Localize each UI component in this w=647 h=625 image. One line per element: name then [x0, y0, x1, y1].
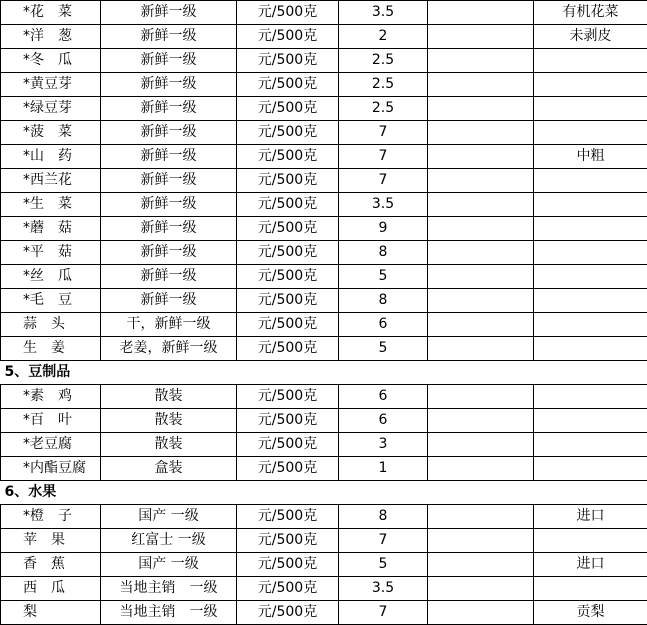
table-row [1, 385, 647, 409]
blank-cell [428, 73, 534, 97]
grade-cell: 新鲜一级 [101, 1, 237, 25]
table-row [1, 529, 647, 553]
unit-cell: 元/500克 [237, 169, 339, 193]
blank-cell [428, 505, 534, 529]
item-name-cell: *老豆腐 [1, 433, 101, 457]
note-cell: 未剥皮 [534, 25, 647, 49]
grade-cell: 新鲜一级 [101, 217, 237, 241]
blank-cell [428, 577, 534, 601]
unit-cell: 元/500克 [237, 553, 339, 577]
blank-cell [428, 169, 534, 193]
unit-cell: 元/500克 [237, 577, 339, 601]
blank-cell [428, 1, 534, 25]
table-row [1, 217, 647, 241]
table-row [1, 97, 647, 121]
item-name-cell: *毛 豆 [1, 289, 101, 313]
blank-cell [428, 265, 534, 289]
table-row [1, 313, 647, 337]
grade-cell: 新鲜一级 [101, 241, 237, 265]
table-row [1, 433, 647, 457]
note-cell: 进口 [534, 553, 647, 577]
table-row [1, 601, 647, 625]
unit-cell: 元/500克 [237, 265, 339, 289]
item-name-cell: *山 药 [1, 145, 101, 169]
price-cell: 6 [339, 385, 428, 409]
table-row [1, 241, 647, 265]
unit-cell: 元/500克 [237, 337, 339, 361]
note-cell [534, 73, 647, 97]
note-cell [534, 457, 647, 481]
grade-cell: 新鲜一级 [101, 49, 237, 73]
table-row [1, 577, 647, 601]
blank-cell [428, 601, 534, 625]
unit-cell: 元/500克 [237, 1, 339, 25]
item-name-cell: 苹 果 [1, 529, 101, 553]
price-cell: 6 [339, 313, 428, 337]
blank-cell [428, 97, 534, 121]
price-cell: 9 [339, 217, 428, 241]
item-name-cell: *蘑 菇 [1, 217, 101, 241]
unit-cell: 元/500克 [237, 409, 339, 433]
section-header-row [1, 481, 647, 505]
item-name-cell: *百 叶 [1, 409, 101, 433]
note-cell [534, 217, 647, 241]
price-cell: 3.5 [339, 577, 428, 601]
grade-cell: 新鲜一级 [101, 25, 237, 49]
item-name-cell: *生 菜 [1, 193, 101, 217]
item-name-cell: *花 菜 [1, 1, 101, 25]
note-cell [534, 121, 647, 145]
grade-cell: 散装 [101, 433, 237, 457]
item-name-cell: *平 菇 [1, 241, 101, 265]
unit-cell: 元/500克 [237, 313, 339, 337]
grade-cell: 新鲜一级 [101, 121, 237, 145]
table-row [1, 337, 647, 361]
unit-cell: 元/500克 [237, 529, 339, 553]
note-cell [534, 337, 647, 361]
section-title: 5、豆制品 [1, 361, 647, 385]
unit-cell: 元/500克 [237, 217, 339, 241]
table-row [1, 457, 647, 481]
grade-cell: 新鲜一级 [101, 265, 237, 289]
grade-cell: 当地主销 一级 [101, 577, 237, 601]
note-cell: 进口 [534, 505, 647, 529]
note-cell [534, 529, 647, 553]
table-row [1, 553, 647, 577]
grade-cell: 新鲜一级 [101, 145, 237, 169]
blank-cell [428, 409, 534, 433]
blank-cell [428, 313, 534, 337]
unit-cell: 元/500克 [237, 121, 339, 145]
price-cell: 7 [339, 121, 428, 145]
table-row [1, 25, 647, 49]
note-cell [534, 49, 647, 73]
price-cell: 5 [339, 337, 428, 361]
item-name-cell: 梨 [1, 601, 101, 625]
table-row [1, 505, 647, 529]
unit-cell: 元/500克 [237, 193, 339, 217]
blank-cell [428, 337, 534, 361]
table-row [1, 73, 647, 97]
note-cell [534, 385, 647, 409]
unit-cell: 元/500克 [237, 25, 339, 49]
price-cell: 1 [339, 457, 428, 481]
unit-cell: 元/500克 [237, 433, 339, 457]
price-cell: 8 [339, 505, 428, 529]
item-name-cell: *菠 菜 [1, 121, 101, 145]
grade-cell: 干，新鲜一级 [101, 313, 237, 337]
grade-cell: 新鲜一级 [101, 193, 237, 217]
item-name-cell: *内酯豆腐 [1, 457, 101, 481]
note-cell: 贡梨 [534, 601, 647, 625]
note-cell [534, 169, 647, 193]
grade-cell: 新鲜一级 [101, 73, 237, 97]
table-row [1, 409, 647, 433]
price-cell: 3.5 [339, 1, 428, 25]
blank-cell [428, 193, 534, 217]
grade-cell: 散装 [101, 385, 237, 409]
price-cell: 2.5 [339, 97, 428, 121]
price-cell: 3.5 [339, 193, 428, 217]
blank-cell [428, 241, 534, 265]
grade-cell: 新鲜一级 [101, 169, 237, 193]
item-name-cell: 香 蕉 [1, 553, 101, 577]
blank-cell [428, 529, 534, 553]
note-cell [534, 577, 647, 601]
table-row [1, 265, 647, 289]
blank-cell [428, 289, 534, 313]
unit-cell: 元/500克 [237, 97, 339, 121]
unit-cell: 元/500克 [237, 601, 339, 625]
blank-cell [428, 457, 534, 481]
section-title: 6、水果 [1, 481, 647, 505]
price-cell: 7 [339, 169, 428, 193]
section-header-row [1, 361, 647, 385]
note-cell [534, 193, 647, 217]
item-name-cell: 西 瓜 [1, 577, 101, 601]
item-name-cell: *丝 瓜 [1, 265, 101, 289]
grade-cell: 散装 [101, 409, 237, 433]
grade-cell: 新鲜一级 [101, 97, 237, 121]
grade-cell: 老姜，新鲜一级 [101, 337, 237, 361]
price-cell: 3 [339, 433, 428, 457]
item-name-cell: *黄豆芽 [1, 73, 101, 97]
price-cell: 5 [339, 553, 428, 577]
grade-cell: 国产 一级 [101, 505, 237, 529]
grade-cell: 国产 一级 [101, 553, 237, 577]
note-cell [534, 241, 647, 265]
table-row [1, 289, 647, 313]
blank-cell [428, 121, 534, 145]
unit-cell: 元/500克 [237, 49, 339, 73]
unit-cell: 元/500克 [237, 73, 339, 97]
price-cell: 2 [339, 25, 428, 49]
blank-cell [428, 385, 534, 409]
unit-cell: 元/500克 [237, 385, 339, 409]
note-cell [534, 289, 647, 313]
unit-cell: 元/500克 [237, 241, 339, 265]
unit-cell: 元/500克 [237, 289, 339, 313]
price-cell: 7 [339, 601, 428, 625]
note-cell [534, 433, 647, 457]
table-row [1, 193, 647, 217]
price-cell: 6 [339, 409, 428, 433]
note-cell: 中粗 [534, 145, 647, 169]
blank-cell [428, 217, 534, 241]
grade-cell: 新鲜一级 [101, 289, 237, 313]
blank-cell [428, 553, 534, 577]
item-name-cell: *橙 子 [1, 505, 101, 529]
item-name-cell: *西兰花 [1, 169, 101, 193]
unit-cell: 元/500克 [237, 145, 339, 169]
price-cell: 2.5 [339, 49, 428, 73]
item-name-cell: *绿豆芽 [1, 97, 101, 121]
note-cell [534, 265, 647, 289]
price-cell: 5 [339, 265, 428, 289]
item-name-cell: *洋 葱 [1, 25, 101, 49]
table-row [1, 49, 647, 73]
item-name-cell: 生 姜 [1, 337, 101, 361]
note-cell [534, 313, 647, 337]
unit-cell: 元/500克 [237, 457, 339, 481]
blank-cell [428, 145, 534, 169]
price-cell: 2.5 [339, 73, 428, 97]
grade-cell: 红富士 一级 [101, 529, 237, 553]
unit-cell: 元/500克 [237, 505, 339, 529]
price-cell: 8 [339, 289, 428, 313]
item-name-cell: 蒜 头 [1, 313, 101, 337]
grade-cell: 盒装 [101, 457, 237, 481]
item-name-cell: *冬 瓜 [1, 49, 101, 73]
table-row [1, 169, 647, 193]
item-name-cell: *素 鸡 [1, 385, 101, 409]
price-table-body [1, 1, 647, 625]
blank-cell [428, 49, 534, 73]
note-cell [534, 409, 647, 433]
blank-cell [428, 433, 534, 457]
table-row [1, 121, 647, 145]
blank-cell [428, 25, 534, 49]
note-cell: 有机花菜 [534, 1, 647, 25]
note-cell [534, 97, 647, 121]
price-cell: 8 [339, 241, 428, 265]
grade-cell: 当地主销 一级 [101, 601, 237, 625]
table-row [1, 1, 647, 25]
price-cell: 7 [339, 529, 428, 553]
table-row [1, 145, 647, 169]
price-cell: 7 [339, 145, 428, 169]
